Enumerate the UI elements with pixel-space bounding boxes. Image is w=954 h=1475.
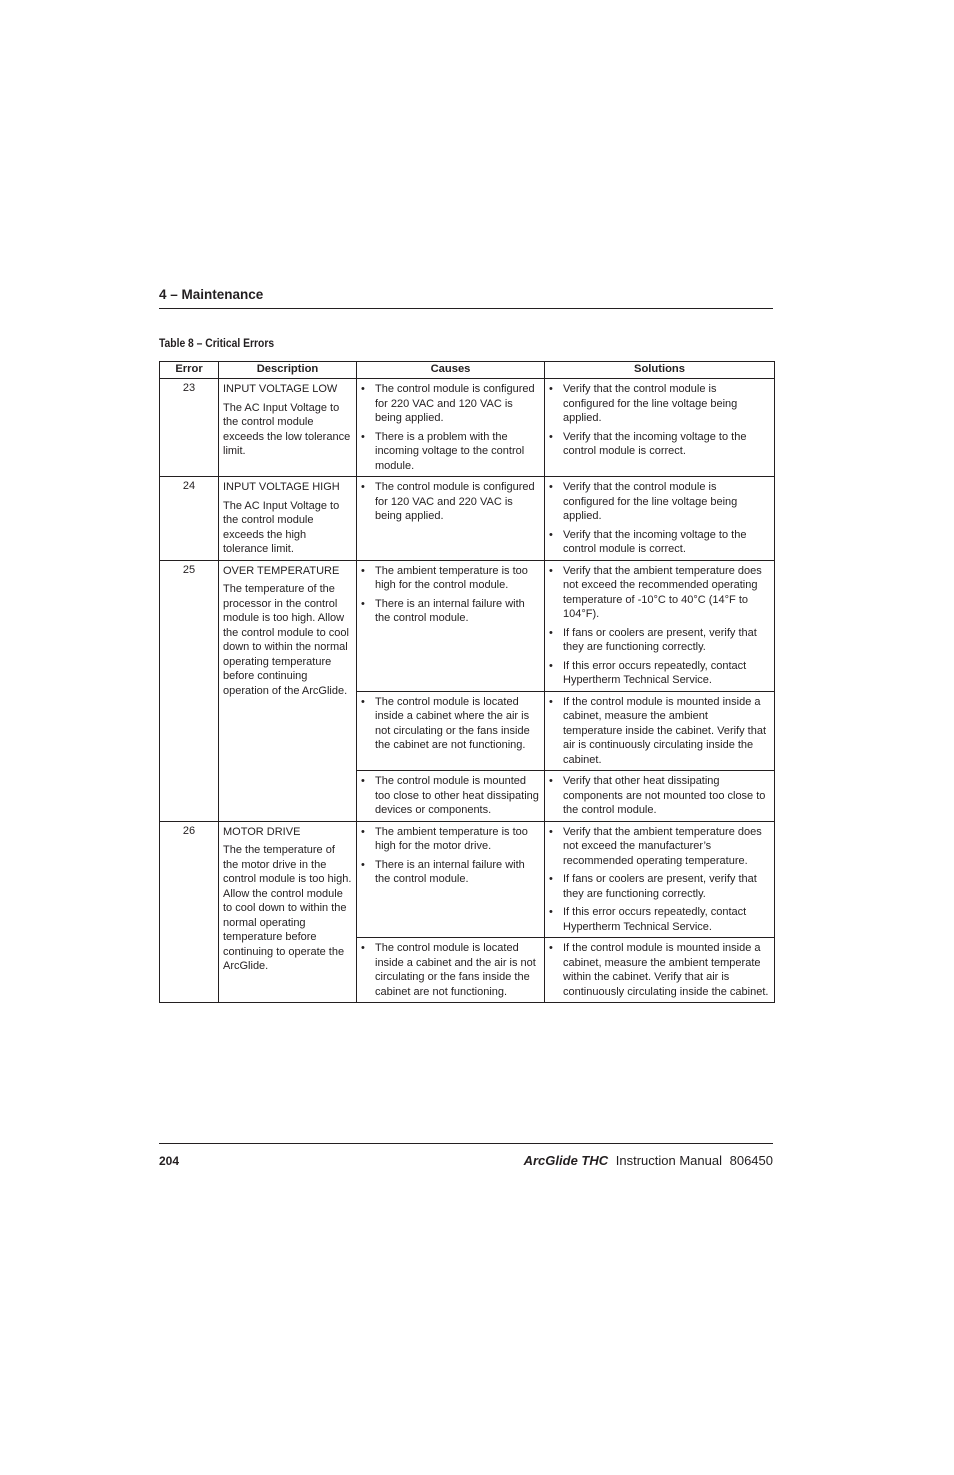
causes-list bbox=[361, 480, 540, 524]
solution-item: • If the control module is mounted inside a cabinet, measure the ambient temperature inside the cabinet. Verify that air is continuously circulating inside the cabinet. bbox=[549, 695, 770, 768]
solutions-list bbox=[549, 774, 770, 818]
cause-item: • There is an internal failure with the control module. bbox=[361, 858, 540, 887]
error-description: The the temperature of the motor drive in the control module is too high. Allow the control module to cool down to within the normal operating temperature before continuing to operate the ArcGlide. bbox=[223, 844, 352, 972]
cause-item: • There is an internal failure with the control module. bbox=[361, 597, 540, 626]
causes-list bbox=[361, 941, 540, 999]
causes-cell bbox=[357, 938, 545, 1003]
cause-item: • The ambient temperature is too high for the control module. bbox=[361, 564, 540, 593]
table-caption: Table 8 – Critical Errors bbox=[159, 336, 275, 350]
critical-errors-table bbox=[159, 361, 775, 1003]
column-header-error: Error bbox=[160, 362, 219, 379]
description-cell bbox=[219, 477, 357, 561]
causes-cell bbox=[357, 379, 545, 477]
table-row bbox=[160, 477, 775, 561]
description-cell bbox=[219, 379, 357, 477]
cause-item: • The control module is located inside a cabinet and the air is not circulating or the fans inside the cabinet are not functioning. bbox=[361, 941, 540, 999]
causes-cell bbox=[357, 821, 545, 938]
solution-item: • Verify that the incoming voltage to the control module is correct. bbox=[549, 528, 770, 557]
error-title: MOTOR DRIVE bbox=[223, 825, 301, 838]
solution-item: • If fans or coolers are present, verify that they are functioning correctly. bbox=[549, 626, 770, 655]
causes-cell bbox=[357, 560, 545, 691]
error-code-cell: 23 bbox=[160, 379, 219, 477]
causes-cell bbox=[357, 691, 545, 771]
table-header-row bbox=[160, 362, 775, 379]
solution-item: • Verify that the ambient temperature does not exceed the recommended operating temperature of -10°C to 40°C (14°F to 104°F). bbox=[549, 564, 770, 622]
solution-item: • Verify that the control module is configured for the line voltage being applied. bbox=[549, 382, 770, 426]
document-identifier bbox=[524, 1153, 773, 1168]
causes-cell bbox=[357, 771, 545, 822]
section-header bbox=[159, 287, 773, 309]
solution-item: • If this error occurs repeatedly, contact Hypertherm Technical Service. bbox=[549, 659, 770, 688]
error-description: The AC Input Voltage to the control module exceeds the low tolerance limit. bbox=[223, 401, 351, 457]
solutions-cell bbox=[545, 379, 775, 477]
error-description: The AC Input Voltage to the control module exceeds the high tolerance limit. bbox=[223, 499, 340, 555]
section-title: 4 – Maintenance bbox=[159, 287, 264, 302]
cause-item: • The control module is mounted too close to other heat dissipating devices or components. bbox=[361, 774, 540, 818]
solutions-list bbox=[549, 941, 770, 999]
solution-item: • Verify that the incoming voltage to the control module is correct. bbox=[549, 430, 770, 459]
description-cell bbox=[219, 560, 357, 821]
error-title: INPUT VOLTAGE HIGH bbox=[223, 481, 340, 493]
cause-item: • The ambient temperature is too high for the motor drive. bbox=[361, 825, 540, 854]
error-code-cell: 24 bbox=[160, 477, 219, 561]
solution-item: • Verify that other heat dissipating components are not mounted too close to the control module. bbox=[549, 774, 770, 818]
causes-list bbox=[361, 774, 540, 818]
solution-item: • If this error occurs repeatedly, contact Hypertherm Technical Service. bbox=[549, 905, 770, 934]
causes-cell bbox=[357, 477, 545, 561]
solution-item: • If fans or coolers are present, verify that they are functioning correctly. bbox=[549, 872, 770, 901]
solutions-list bbox=[549, 564, 770, 688]
error-code-cell: 26 bbox=[160, 821, 219, 1003]
solution-item: • Verify that the control module is configured for the line voltage being applied. bbox=[549, 480, 770, 524]
causes-list bbox=[361, 825, 540, 887]
document-type: Instruction Manual bbox=[615, 1153, 722, 1168]
causes-list bbox=[361, 564, 540, 626]
causes-list bbox=[361, 695, 540, 753]
solutions-list bbox=[549, 825, 770, 935]
solution-item: • If the control module is mounted inside a cabinet, measure the ambient temperate within the cabinet. Verify that air is continuously circulating inside the cabinet. bbox=[549, 941, 770, 999]
cause-item: • The control module is located inside a cabinet where the air is not circulating or the fans inside the cabinet are not functioning. bbox=[361, 695, 540, 753]
error-description: The temperature of the processor in the control module is too high. Allow the control module to cool down to within the normal operating temperature before continuing operation of the ArcGlide. bbox=[223, 583, 349, 697]
part-number: 806450 bbox=[729, 1153, 773, 1168]
table-row bbox=[160, 821, 775, 938]
solutions-cell bbox=[545, 477, 775, 561]
solutions-list bbox=[549, 480, 770, 557]
solutions-cell bbox=[545, 691, 775, 771]
table-row bbox=[160, 379, 775, 477]
error-code-cell: 25 bbox=[160, 560, 219, 821]
solutions-list bbox=[549, 695, 770, 768]
solutions-cell bbox=[545, 821, 775, 938]
solutions-cell bbox=[545, 560, 775, 691]
solutions-cell bbox=[545, 771, 775, 822]
description-cell bbox=[219, 821, 357, 1003]
solution-item: • Verify that the ambient temperature does not exceed the manufacturer’s recommended operating temperature. bbox=[549, 825, 770, 869]
error-title: INPUT VOLTAGE LOW bbox=[223, 383, 338, 395]
error-title: OVER TEMPERATURE bbox=[223, 564, 340, 577]
solutions-list bbox=[549, 382, 770, 459]
table-row bbox=[160, 560, 775, 691]
cause-item: • There is a problem with the incoming voltage to the control module. bbox=[361, 430, 540, 474]
page-number: 204 bbox=[159, 1154, 180, 1168]
column-header-description: Description bbox=[219, 362, 357, 379]
product-name: ArcGlide THC bbox=[523, 1153, 609, 1168]
column-header-causes: Causes bbox=[357, 362, 545, 379]
causes-list bbox=[361, 382, 540, 473]
table-body bbox=[160, 379, 775, 1003]
cause-item: • The control module is configured for 120 VAC and 220 VAC is being applied. bbox=[361, 480, 540, 524]
cause-item: • The control module is configured for 220 VAC and 120 VAC is being applied. bbox=[361, 382, 540, 426]
page-footer bbox=[159, 1143, 773, 1172]
solutions-cell bbox=[545, 938, 775, 1003]
column-header-solutions: Solutions bbox=[545, 362, 775, 379]
